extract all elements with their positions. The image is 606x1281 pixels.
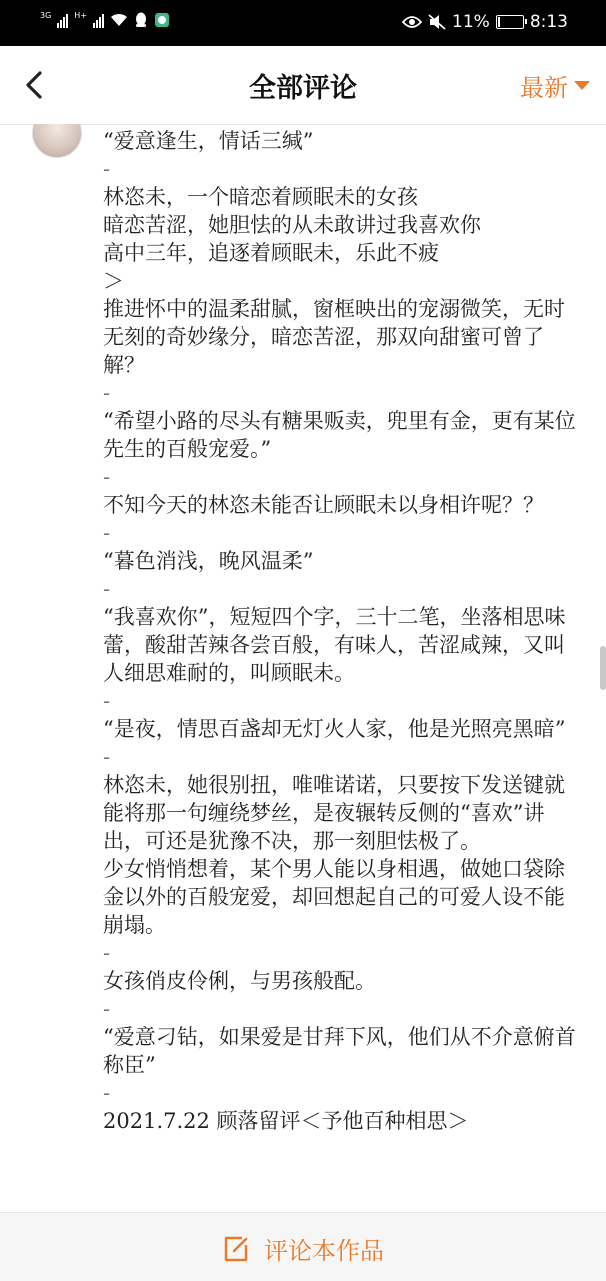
status-right <box>402 12 568 32</box>
separator-line: - <box>103 157 111 181</box>
avatar[interactable] <box>32 124 82 158</box>
edit-icon <box>222 1235 250 1263</box>
comment-line: “暮色消浅，晚风温柔” <box>103 549 314 573</box>
comment-line: 2021.7.22 顾落留评＜予他百种相思＞ <box>103 1109 469 1133</box>
comment-line: “爱意刁钻，如果爱是甘拜下风，他们从不介意俯首称臣” <box>103 1025 576 1077</box>
comment-line: 林恣未，一个暗恋着顾眠未的女孩 <box>103 185 418 209</box>
page-title: 全部评论 <box>249 73 357 104</box>
comment-line: 女孩俏皮伶俐，与男孩般配。 <box>103 969 376 993</box>
separator-line: - <box>103 745 111 769</box>
mute-icon <box>428 14 446 30</box>
network-type-2: H+ <box>74 11 88 20</box>
separator-line: - <box>103 997 111 1021</box>
separator-line: - <box>103 521 111 545</box>
separator-line: - <box>103 465 111 489</box>
comment-line: “我喜欢你”，短短四个字，三十二笔，坐落相思味蕾，酸甜苦辣各尝百般，有味人，苦涩咸辣，又叫人细思难耐的，叫顾眠未。 <box>103 605 566 685</box>
bottom-bar <box>0 1212 606 1281</box>
comment-line: 推进怀中的温柔甜腻，窗框映出的宠溺微笑，无时无刻的奇妙缘分，暗恋苦涩，那双向甜蜜可曾了解？ <box>103 297 565 377</box>
comment-line: ＞ <box>103 269 124 293</box>
write-comment-label: 评论本作品 <box>264 1237 384 1265</box>
network-type-1: 3G <box>40 11 52 20</box>
comment-line: 高中三年，追逐着顾眠未，乐此不疲 <box>103 241 439 265</box>
status-bar <box>0 0 606 46</box>
qq-icon <box>134 12 148 28</box>
sort-label: 最新 <box>520 74 568 102</box>
signal-icon-2 <box>93 12 104 28</box>
separator-line: - <box>103 381 111 405</box>
comment-body <box>103 127 583 1135</box>
status-left <box>40 12 170 28</box>
battery-level-fill <box>498 17 500 27</box>
write-comment-button[interactable] <box>0 1231 606 1266</box>
comment-line: “希望小路的尽头有糖果贩卖，兜里有金，更有某位先生的百般宠爱。” <box>103 409 576 461</box>
comment-line: 暗恋苦涩，她胆怯的从未敢讲过我喜欢你 <box>103 213 481 237</box>
signal-icon <box>57 12 68 28</box>
clock: 8:13 <box>529 12 568 32</box>
app-icon <box>154 12 170 28</box>
separator-line: - <box>103 1081 111 1105</box>
scrollbar[interactable] <box>600 646 606 690</box>
nav-bar <box>0 46 606 125</box>
eye-icon <box>402 15 422 29</box>
comment-line: “是夜，情思百盏却无灯火人家，他是光照亮黑暗” <box>103 717 566 741</box>
comment-line: 林恣未，她很别扭，唯唯诺诺，只要按下发送键就能将那一句缠绕梦丝，是夜辗转反侧的“喜欢”讲出，可还是犹豫不决，那一刻胆怯极了。 <box>103 773 565 853</box>
battery-icon <box>496 15 524 29</box>
sort-dropdown[interactable] <box>520 68 590 103</box>
battery-percent: 11% <box>452 12 490 32</box>
comment-line: “爱意逢生，情话三缄” <box>103 129 314 153</box>
triangle-down-icon <box>574 81 590 90</box>
separator-line: - <box>103 577 111 601</box>
comment-line: 少女悄悄想着，某个男人能以身相遇，做她口袋除金以外的百般宠爱，却回想起自己的可爱人设不能崩塌。 <box>103 857 565 937</box>
separator-line: - <box>103 941 111 965</box>
wifi-icon <box>110 13 128 27</box>
comment-list[interactable] <box>0 124 606 1212</box>
comment-line: 不知今天的林恣未能否让顾眠未以身相许呢？？ <box>103 493 544 517</box>
separator-line: - <box>103 689 111 713</box>
